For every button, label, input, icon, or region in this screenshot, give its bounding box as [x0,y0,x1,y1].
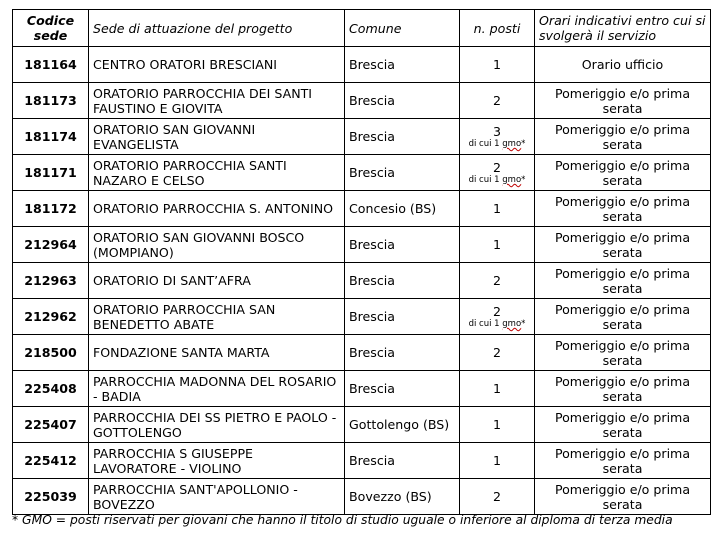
comune-cell: Brescia [345,443,460,479]
posti-count: 1 [492,57,501,72]
comune-cell: Concesio (BS) [345,191,460,227]
gmo-note-gmo: gmo [502,139,522,149]
orari-cell: Pomeriggio e/o prima serata [535,479,711,515]
sede-cell: ORATORIO PARROCCHIA DEI SANTI FAUSTINO E GIOVITA [89,83,345,119]
comune-cell: Bovezzo (BS) [345,479,460,515]
sede-cell: ORATORIO PARROCCHIA SANTI NAZARO E CELSO [89,155,345,191]
table-row [13,335,711,371]
sede-cell: PARROCCHIA S GIUSEPPE LAVORATORE - VIOLINO [89,443,345,479]
header-sede: Sede di attuazione del progetto [89,10,345,47]
codice-sede-cell: 225408 [13,371,89,407]
header-orari: Orari indicativi entro cui si svolgerà il servizio [535,10,711,47]
table-row [13,479,711,515]
comune-cell: Gottolengo (BS) [345,407,460,443]
comune-cell: Brescia [345,83,460,119]
posti-cell [460,263,535,299]
table-row [13,443,711,479]
table-row [13,299,711,335]
codice-sede-cell: 225412 [13,443,89,479]
gmo-note [464,319,530,329]
header-codice-sede: Codice sede [13,10,89,47]
orari-cell: Pomeriggio e/o prima serata [535,335,711,371]
posti-cell [460,299,535,335]
gmo-note-prefix: di cui 1 [468,175,503,185]
codice-sede-cell: 181172 [13,191,89,227]
comune-cell: Brescia [345,47,460,83]
gmo-note-suffix: * [521,139,526,149]
sede-cell: ORATORIO PARROCCHIA S. ANTONINO [89,191,345,227]
orari-cell: Pomeriggio e/o prima serata [535,407,711,443]
orari-cell: Pomeriggio e/o prima serata [535,371,711,407]
table-row [13,83,711,119]
header-comune: Comune [345,10,460,47]
posti-count: 1 [492,417,501,432]
orari-cell: Pomeriggio e/o prima serata [535,227,711,263]
sede-cell: PARROCCHIA DEI SS PIETRO E PAOLO - GOTTOLENGO [89,407,345,443]
header-posti: n. posti [460,10,535,47]
posti-count: 1 [492,237,501,252]
orari-cell: Orario ufficio [535,47,711,83]
posti-cell [460,47,535,83]
posti-count: 2 [492,160,501,175]
orari-cell: Pomeriggio e/o prima serata [535,83,711,119]
codice-sede-cell: 212964 [13,227,89,263]
table-row [13,407,711,443]
comune-cell: Brescia [345,263,460,299]
comune-cell: Brescia [345,227,460,263]
table-header-row [13,10,711,47]
sede-cell: ORATORIO DI SANT’AFRA [89,263,345,299]
orari-cell: Pomeriggio e/o prima serata [535,191,711,227]
gmo-note [464,175,530,185]
posti-count: 2 [492,304,501,319]
posti-cell [460,83,535,119]
posti-count: 2 [492,345,501,360]
posti-count: 2 [492,93,501,108]
gmo-note [464,139,530,149]
posti-count: 1 [492,453,501,468]
codice-sede-cell: 225407 [13,407,89,443]
orari-cell: Pomeriggio e/o prima serata [535,155,711,191]
codice-sede-cell: 212963 [13,263,89,299]
codice-sede-cell: 225039 [13,479,89,515]
gmo-note-prefix: di cui 1 [468,319,503,329]
table-row [13,191,711,227]
posti-count: 1 [492,201,501,216]
sede-cell: FONDAZIONE SANTA MARTA [89,335,345,371]
sede-cell: PARROCCHIA SANT'APOLLONIO - BOVEZZO [89,479,345,515]
posti-cell [460,407,535,443]
sede-cell: PARROCCHIA MADONNA DEL ROSARIO - BADIA [89,371,345,407]
orari-cell: Pomeriggio e/o prima serata [535,263,711,299]
posti-cell [460,371,535,407]
gmo-note-suffix: * [521,319,526,329]
gmo-note-gmo: gmo [502,319,522,329]
table-row [13,47,711,83]
sede-cell: ORATORIO SAN GIOVANNI BOSCO (MOMPIANO) [89,227,345,263]
posti-count: 1 [492,381,501,396]
comune-cell: Brescia [345,371,460,407]
sede-cell: ORATORIO SAN GIOVANNI EVANGELISTA [89,119,345,155]
orari-cell: Pomeriggio e/o prima serata [535,119,711,155]
footnote: * GMO = posti riservati per giovani che hanno il titolo di studio uguale o inferiore al diploma di terza media [12,513,673,527]
posti-cell [460,479,535,515]
comune-cell: Brescia [345,155,460,191]
orari-cell: Pomeriggio e/o prima serata [535,299,711,335]
sede-cell: CENTRO ORATORI BRESCIANI [89,47,345,83]
comune-cell: Brescia [345,299,460,335]
table-row [13,119,711,155]
gmo-note-suffix: * [521,175,526,185]
table-row [13,155,711,191]
table-row [13,227,711,263]
codice-sede-cell: 181171 [13,155,89,191]
sedi-table [12,9,711,515]
posti-cell [460,227,535,263]
orari-cell: Pomeriggio e/o prima serata [535,443,711,479]
posti-count: 2 [492,489,501,504]
codice-sede-cell: 181173 [13,83,89,119]
codice-sede-cell: 181174 [13,119,89,155]
sede-cell: ORATORIO PARROCCHIA SAN BENEDETTO ABATE [89,299,345,335]
posti-cell [460,443,535,479]
table-row [13,371,711,407]
posti-cell [460,119,535,155]
codice-sede-cell: 212962 [13,299,89,335]
codice-sede-cell: 218500 [13,335,89,371]
posti-count: 3 [492,124,501,139]
posti-cell [460,191,535,227]
comune-cell: Brescia [345,335,460,371]
gmo-note-gmo: gmo [502,175,522,185]
codice-sede-cell: 181164 [13,47,89,83]
table-body [13,47,711,515]
table-row [13,263,711,299]
posti-cell [460,155,535,191]
gmo-note-prefix: di cui 1 [468,139,503,149]
comune-cell: Brescia [345,119,460,155]
posti-cell [460,335,535,371]
posti-count: 2 [492,273,501,288]
